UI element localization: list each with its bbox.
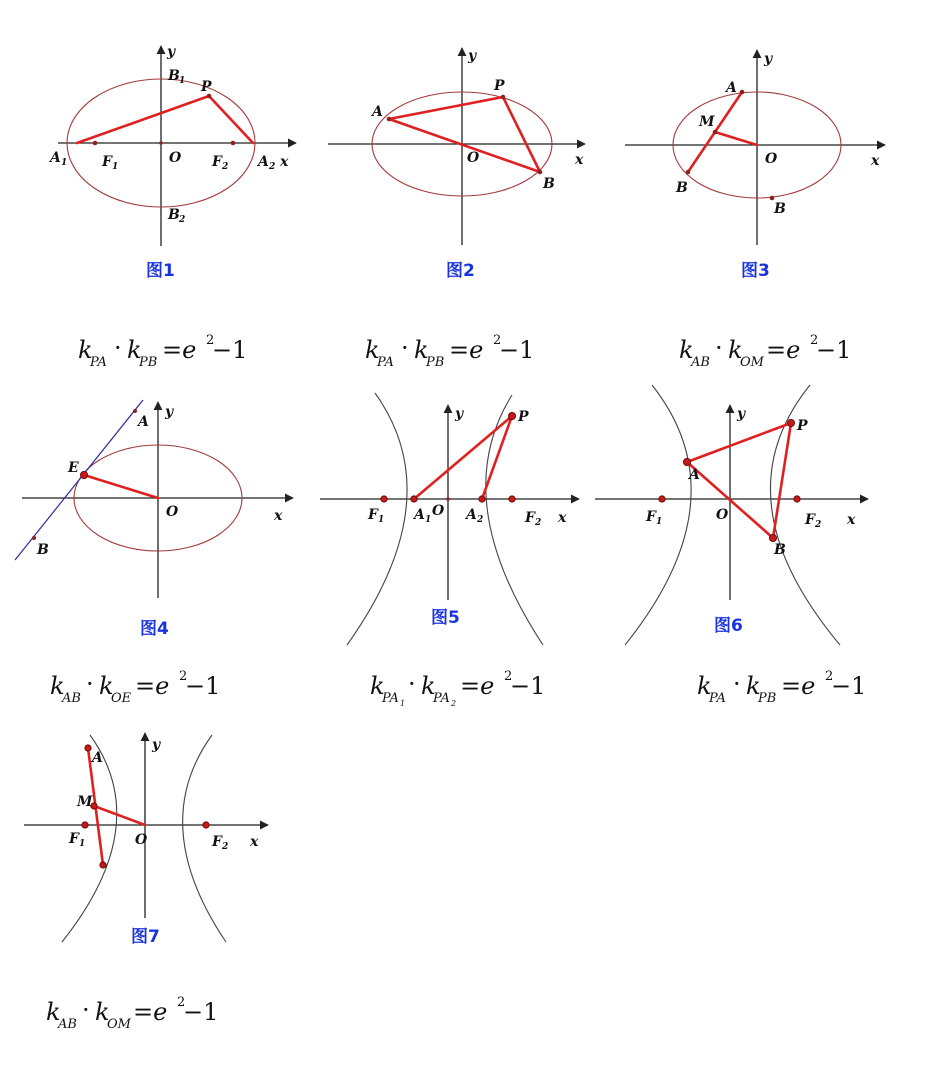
formula-6 <box>697 669 866 706</box>
formula-3 <box>679 333 851 370</box>
formula-rhs: =e <box>135 672 170 700</box>
formula-sup: 2 <box>177 995 186 1010</box>
formula-dot: · <box>408 670 416 698</box>
label-a1: A <box>50 150 61 166</box>
formula-sub: PB <box>426 355 445 370</box>
point-a <box>740 90 745 95</box>
label-a1-sub: 1 <box>61 158 68 168</box>
formula-5 <box>370 669 545 708</box>
formula-sub: PB <box>758 691 777 706</box>
label-o: O <box>716 507 729 523</box>
label-a2-sub: 2 <box>477 515 484 525</box>
figure-5 <box>320 393 579 645</box>
formula-1 <box>78 333 247 370</box>
formula-rhs: =e <box>449 336 484 364</box>
label-o: O <box>467 150 480 166</box>
point-p <box>508 412 515 419</box>
formula-sup: 2 <box>493 333 502 348</box>
point-a2 <box>479 496 485 502</box>
figure-caption: 图5 <box>431 608 460 628</box>
formula-k: k <box>46 998 61 1026</box>
formula-rhs: =e <box>766 336 801 364</box>
formula-dot: · <box>114 334 122 362</box>
formula-tail: −1 <box>183 998 219 1026</box>
figure-6 <box>595 385 868 645</box>
point-a1 <box>411 496 417 502</box>
formula-tail: −1 <box>499 336 535 364</box>
figure-caption: 图1 <box>146 261 175 281</box>
formula-k: k <box>421 672 436 700</box>
formula-sub: PB <box>139 355 158 370</box>
label-y: y <box>152 737 161 753</box>
point-a <box>133 409 137 413</box>
figure-7 <box>24 733 268 947</box>
label-f1: F <box>368 507 378 523</box>
formula-sub: OM <box>740 355 764 370</box>
formula-k: k <box>679 336 694 364</box>
label-f2-sub: 2 <box>815 520 822 530</box>
label-a: A <box>92 750 103 766</box>
formula-sub: AB <box>62 691 81 706</box>
point-a <box>683 458 690 465</box>
formula-k: k <box>95 998 110 1026</box>
formula-sub: PA <box>377 355 394 370</box>
triangle-segments <box>389 97 540 172</box>
formula-2 <box>365 333 534 370</box>
point-f1 <box>82 822 88 828</box>
label-b: B <box>543 176 555 192</box>
label-o: O <box>166 504 179 520</box>
label-p: P <box>797 418 808 434</box>
formula-k: k <box>99 672 114 700</box>
formula-k: k <box>365 336 380 364</box>
label-x: x <box>558 510 567 526</box>
label-a: A <box>689 467 700 483</box>
label-f2: F <box>212 834 222 850</box>
segment-oe <box>84 475 158 498</box>
label-e: E <box>68 460 79 476</box>
formula-sup: 2 <box>825 669 834 684</box>
formula-subsub: 2 <box>451 699 457 708</box>
label-f1-sub: 1 <box>656 517 663 527</box>
point-f2 <box>794 496 800 502</box>
label-b2: B <box>168 207 180 223</box>
figure-4 <box>15 400 293 639</box>
formula-sub: AB <box>58 1017 77 1032</box>
formula-k: k <box>370 672 385 700</box>
formula-sub: PA <box>433 691 450 706</box>
formula-k: k <box>127 336 142 364</box>
formula-rhs: =e <box>162 336 197 364</box>
formula-4 <box>50 669 220 706</box>
label-f1-sub: 1 <box>378 515 385 525</box>
label-y: y <box>764 51 773 67</box>
point-f2 <box>231 141 236 146</box>
label-f1: F <box>646 509 656 525</box>
point-o <box>446 497 450 501</box>
triangle-segments <box>77 96 253 143</box>
formula-rhs: =e <box>781 672 816 700</box>
label-y: y <box>165 404 174 420</box>
formula-dot: · <box>86 670 94 698</box>
formula-subsub: 1 <box>400 699 406 708</box>
formula-rhs: =e <box>460 672 495 700</box>
label-f2: F <box>805 512 815 528</box>
label-f1: F <box>102 154 112 170</box>
formula-sup: 2 <box>179 669 188 684</box>
label-y: y <box>468 48 477 64</box>
label-p: P <box>518 409 529 425</box>
label-a1-sub: 1 <box>425 515 432 525</box>
label-y: y <box>455 406 464 422</box>
point-b <box>686 170 691 175</box>
figure-caption: 图4 <box>140 619 169 639</box>
label-f2: F <box>525 510 535 526</box>
label-a: A <box>372 104 383 120</box>
figure-3 <box>625 50 885 281</box>
point-a <box>85 745 91 751</box>
formula-sub: OE <box>111 691 132 706</box>
label-y: y <box>167 44 176 60</box>
formula-sup: 2 <box>206 333 215 348</box>
label-b-lower: B <box>774 201 786 217</box>
label-p: P <box>201 79 212 95</box>
formula-dot: · <box>401 334 409 362</box>
figure-caption: 图7 <box>131 927 160 947</box>
label-x: x <box>280 154 289 170</box>
point-e <box>80 471 87 478</box>
figure-2 <box>328 48 585 281</box>
label-o: O <box>432 503 445 519</box>
triangle-segments <box>414 416 512 499</box>
point-b <box>769 534 776 541</box>
point-f1 <box>93 141 98 146</box>
label-x: x <box>847 512 856 528</box>
formula-dot: · <box>733 670 741 698</box>
label-b: B <box>676 180 688 196</box>
figure-caption: 图3 <box>741 261 770 281</box>
point-a <box>387 117 392 122</box>
label-f1-sub: 1 <box>79 839 86 849</box>
formula-dot: · <box>82 996 90 1024</box>
label-b: B <box>774 542 786 558</box>
formula-sub: OM <box>107 1017 131 1032</box>
point-p <box>501 95 506 100</box>
point-b <box>100 862 106 868</box>
formula-k: k <box>414 336 429 364</box>
label-x: x <box>274 508 283 524</box>
label-b1: B <box>168 68 180 84</box>
point-f2 <box>203 822 209 828</box>
formula-k: k <box>746 672 761 700</box>
label-f2: F <box>212 154 222 170</box>
line-ab <box>15 400 143 560</box>
formula-k: k <box>78 336 93 364</box>
formula-sub: PA <box>382 691 399 706</box>
label-f1-sub: 1 <box>112 162 119 172</box>
figure-caption: 图2 <box>446 261 475 281</box>
point-f2 <box>509 496 515 502</box>
formula-dot: · <box>715 334 723 362</box>
formula-sup: 2 <box>504 669 513 684</box>
label-x: x <box>575 152 584 168</box>
label-o: O <box>135 832 148 848</box>
formula-sub: AB <box>691 355 710 370</box>
segment-om <box>715 132 757 145</box>
hyperbola-left-branch <box>625 385 691 645</box>
formula-rhs: =e <box>133 998 168 1026</box>
formula-7 <box>46 995 218 1032</box>
triangle-segments <box>687 423 791 538</box>
formula-k: k <box>728 336 743 364</box>
label-a2: A <box>466 507 477 523</box>
formula-tail: −1 <box>510 672 546 700</box>
label-b2-sub: 2 <box>179 215 186 225</box>
label-f2-sub: 2 <box>222 842 229 852</box>
point-m <box>713 130 718 135</box>
label-f2-sub: 2 <box>535 518 542 528</box>
point-b-lower <box>770 196 775 201</box>
label-a: A <box>138 414 149 430</box>
label-o: O <box>169 150 182 166</box>
label-p: P <box>494 78 505 94</box>
point-f1 <box>659 496 665 502</box>
figure-1 <box>48 44 296 281</box>
label-a2-sub: 2 <box>269 162 276 172</box>
label-f2-sub: 2 <box>222 162 229 172</box>
label-a: A <box>726 80 737 96</box>
label-b: B <box>37 542 49 558</box>
label-o: O <box>765 151 778 167</box>
label-m: M <box>699 114 715 130</box>
point-p <box>787 419 794 426</box>
label-a2: A <box>258 154 269 170</box>
formula-k: k <box>50 672 65 700</box>
formula-sup: 2 <box>810 333 819 348</box>
label-f1: F <box>69 831 79 847</box>
point-b <box>538 170 543 175</box>
figure-caption: 图6 <box>714 616 743 636</box>
label-x: x <box>871 153 880 169</box>
point-f1 <box>381 496 387 502</box>
formula-tail: −1 <box>816 336 852 364</box>
point-o <box>159 141 163 145</box>
formula-tail: −1 <box>212 336 248 364</box>
label-m: M <box>77 794 93 810</box>
formula-sub: PA <box>90 355 107 370</box>
segment-om <box>94 806 145 825</box>
label-a1: A <box>414 507 425 523</box>
formula-k: k <box>697 672 712 700</box>
formula-sub: PA <box>709 691 726 706</box>
label-b1-sub: 1 <box>179 76 186 86</box>
label-x: x <box>250 834 259 850</box>
label-y: y <box>737 406 746 422</box>
point-b <box>32 536 36 540</box>
formula-tail: −1 <box>185 672 221 700</box>
formula-tail: −1 <box>831 672 867 700</box>
